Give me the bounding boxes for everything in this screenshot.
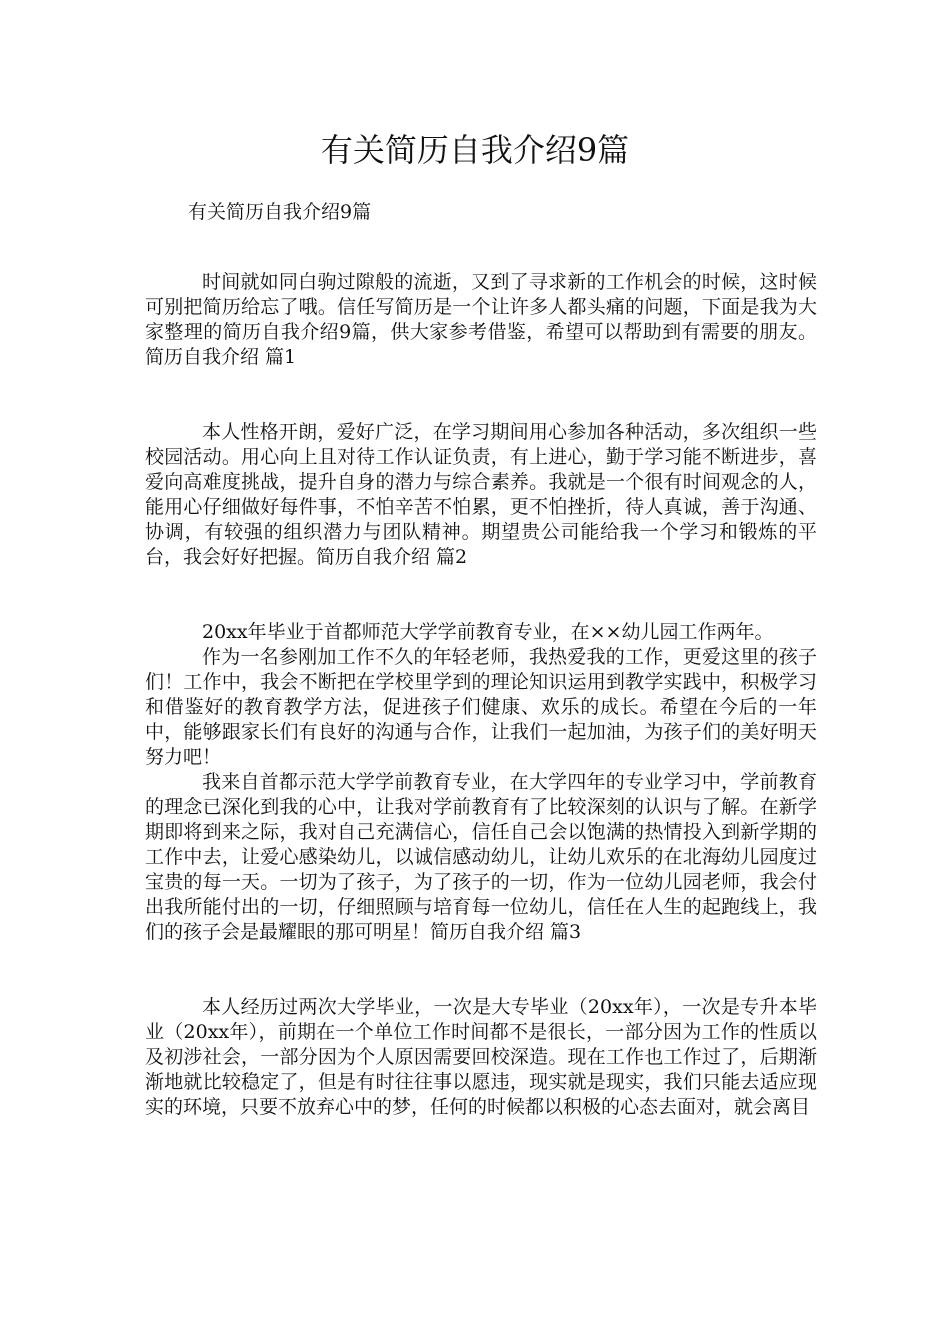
- paragraph-section-2-work: 作为一名参刚加工作不久的年轻老师，我热爱我的工作，更爱这里的孩子们！工作中，我会不断把在学校里学到的理论知识运用到教学实践中，积极学习和借鉴好的教育教学方法，促进孩子们健康、欢乐的成长。希望在今后的一年中，能够跟家长们有良好的沟通与合作，让我们一起加油，为孩子们的美好明天努力吧！: [145, 646, 817, 768]
- document-title: 有关简历自我介绍9篇: [320, 131, 630, 169]
- paragraph-section-2-intro: 20xx年毕业于首都师范大学学前教育专业，在××幼儿园工作两年。: [202, 621, 774, 643]
- paragraph-section-2-education: 我来自首都示范大学学前教育专业，在大学四年的专业学习中，学前教育的理念已深化到我的心中，让我对学前教育有了比较深刻的认识与了解。在新学期即将到来之际，我对自己充满信心，信任自己会以饱满的热情投入到新学期的工作中去，让爱心感染幼儿，以诚信感动幼儿，让幼儿欢乐的在北海幼儿园度过宝贵的每一天。一切为了孩子，为了孩子的一切，作为一位幼儿园老师，我会付出我所能付出的一切，仔细照顾与培育每一位幼儿，信任在人生的起跑线上，我们的孩子会是最耀眼的那可明星！简历自我介绍 篇3: [145, 771, 817, 943]
- document-body: [145, 270, 817, 1120]
- paragraph-intro: 时间就如同白驹过隙般的流逝，又到了寻求新的工作机会的时候，这时候可别把简历给忘了哦。信任写简历是一个让许多人都头痛的问题，下面是我为大家整理的简历自我介绍9篇，供大家参考借鉴，希望可以帮助到有需要的朋友。简历自我介绍 篇1: [145, 271, 817, 368]
- document-subtitle: 有关简历自我介绍9篇: [188, 201, 372, 223]
- paragraph-section-1: 本人性格开朗，爱好广泛，在学习期间用心参加各种活动，多次组织一些校园活动。用心向上且对待工作认证负责，有上进心，勤于学习能不断进步，喜爱向高难度挑战，提升自身的潜力与综合素养。我就是一个很有时间观念的人，能用心仔细做好每件事，不怕辛苦不怕累，更不怕挫折，待人真诚，善于沟通、协调，有较强的组织潜力与团队精神。期望贵公司能给我一个学习和锻炼的平台，我会好好把握。简历自我介绍 篇2: [145, 421, 817, 568]
- paragraph-section-3: 本人经历过两次大学毕业，一次是大专毕业（20xx年），一次是专升本毕业（20xx年），前期在一个单位工作时间都不是很长，一部分因为工作的性质以及初涉社会，一部分因为个人原因需要回校深造。现在工作也工作过了，后期渐渐地就比较稳定了，但是有时往往事以愿违，现实就是现实，我们只能去适应现实的环境，只要不放弃心中的梦，任何的时候都以积极的心态去面对，就会离目: [145, 996, 817, 1118]
